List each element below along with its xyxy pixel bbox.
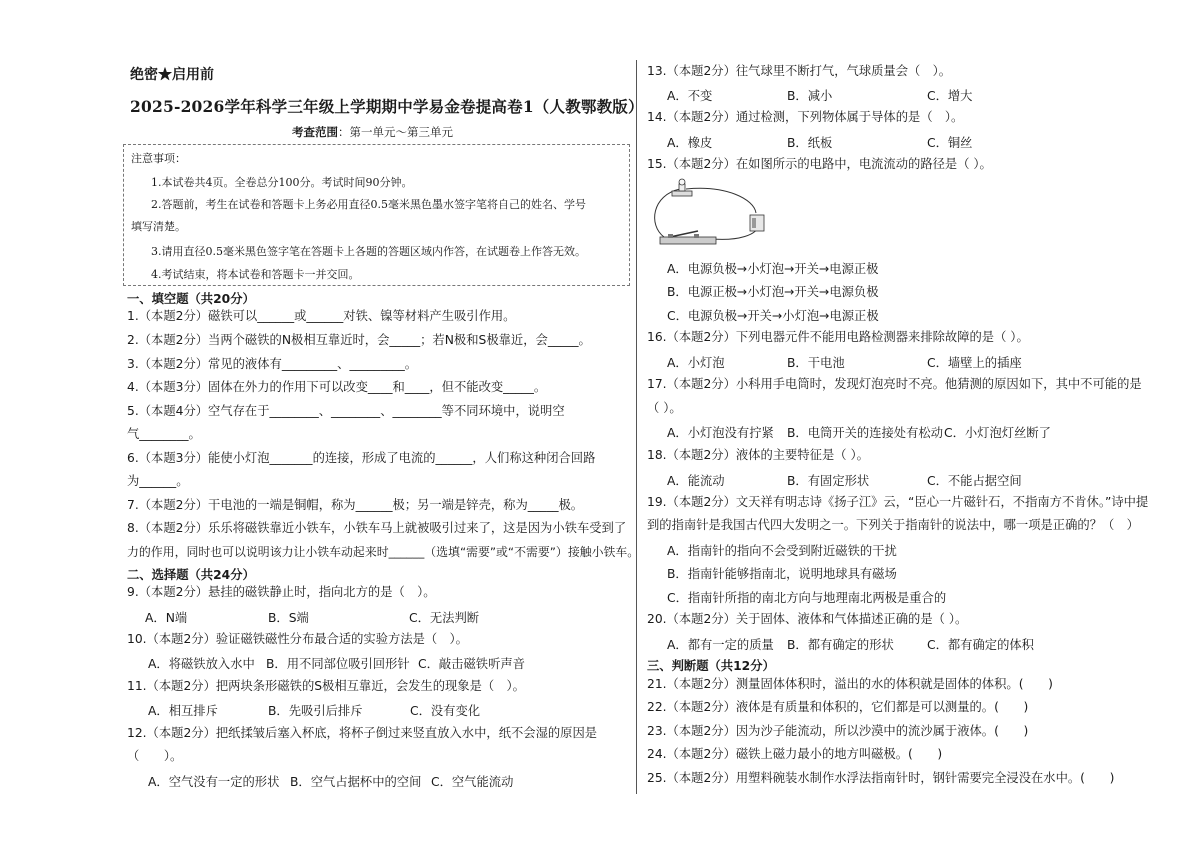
option-c: C．墙壁上的插座 (927, 356, 1022, 370)
switch (660, 231, 716, 244)
option-a: A．橡皮 (667, 136, 713, 150)
option-a: A．都有一定的质量 (667, 638, 774, 652)
notice-item: 1.本试卷共4页。全卷总分100分。考试时间90分钟。 (151, 176, 413, 189)
notice-item: 2.答题前，考生在试卷和答题卡上务必用直径0.5毫米黑色墨水签字笔将自己的姓名、学号 (151, 198, 586, 211)
question-q16: 16.（本题2分）下列电器元件不能用电路检测器来排除故障的是（ ）。 (647, 330, 1029, 344)
question-q7: 7.（本题2分）干电池的一端是铜帽，称为______极；另一端是锌壳，称为_____极。 (127, 498, 584, 512)
question-q6-cont: 为______。 (127, 474, 189, 488)
option-c: C．没有变化 (410, 704, 481, 718)
notice-item: 4.考试结束，将本试卷和答题卡一并交回。 (151, 268, 360, 281)
option-b: B．电筒开关的连接处有松动 (787, 426, 943, 440)
question-q17-cont: （ ）。 (647, 401, 682, 415)
section-heading: 三、判断题（共12分） (647, 659, 775, 673)
option-a: A．能流动 (667, 474, 725, 488)
option-a: A．小灯泡没有拧紧 (667, 426, 774, 440)
question-q25: 25.（本题2分）用塑料碗装水制作水浮法指南针时，钢针需要完全浸没在水中。( ) (647, 771, 1115, 785)
circuit-diagram (646, 177, 770, 251)
question-q8-cont: 力的作用，同时也可以说明该力让小铁车动起来时______（选填“需要”或“不需要”）接触小铁车。 (127, 545, 640, 559)
scope-label: 考查范围 (292, 125, 338, 139)
option-b: B．先吸引后排斥 (268, 704, 363, 718)
option-a: A．不变 (667, 89, 713, 103)
exam-title: 2025-2026学年科学三年级上学期期中学易金卷提高卷1（人教鄂教版） (130, 97, 644, 116)
notice-box (123, 144, 630, 286)
question-q24: 24.（本题2分）磁铁上磁力最小的地方叫磁极。( ) (647, 747, 943, 761)
option-a: A．电源负极→小灯泡→开关→电源正极 (667, 262, 879, 276)
option-c: C．空气能流动 (431, 775, 514, 789)
option-b: B．空气占据杯中的空间 (290, 775, 422, 789)
option-c: C．指南针所指的南北方向与地理南北两极是重合的 (667, 591, 947, 605)
option-a: A．空气没有一定的形状 (148, 775, 280, 789)
question-q13: 13.（本题2分）往气球里不断打气，气球质量会（ ）。 (647, 64, 952, 78)
notice-item: 3.请用直径0.5毫米黑色签字笔在答题卡上各题的答题区域内作答，在试题卷上作答无效。 (151, 245, 586, 258)
secret-label: 绝密★启用前 (130, 67, 214, 83)
battery (750, 215, 764, 231)
notice-item: 填写清楚。 (131, 220, 186, 233)
question-q21: 21.（本题2分）测量固体体积时，溢出的水的体积就是固体的体积。( ) (647, 677, 1053, 691)
option-c: C．增大 (927, 89, 973, 103)
scope-value: ：第一单元～第三单元 (338, 125, 453, 139)
question-q15: 15.（本题2分）在如图所示的电路中，电流流动的路径是（ ）。 (647, 157, 992, 171)
option-b: B．用不同部位吸引回形针 (266, 657, 410, 671)
option-a: A．指南针的指向不会受到附近磁铁的干扰 (667, 544, 897, 558)
option-a: A．相互排斥 (148, 704, 218, 718)
question-q5-cont: 气________。 (127, 427, 201, 441)
circuit-wire (686, 188, 756, 213)
bulb-holder (672, 179, 692, 196)
question-q6: 6.（本题3分）能使小灯泡_______的连接，形成了电流的______，人们称这种闭合回路 (127, 451, 596, 465)
option-c: C．敲击磁铁听声音 (418, 657, 525, 671)
option-c: C．电源负极→开关→小灯泡→电源正极 (667, 309, 879, 323)
option-c: C．无法判断 (409, 611, 480, 625)
question-q19-cont: 到的指南针是我国古代四大发明之一。下列关于指南针的说法中，哪一项是正确的？（ ） (647, 518, 1139, 532)
option-b: B．S端 (268, 611, 309, 625)
option-b: B．干电池 (787, 356, 845, 370)
question-q8: 8.（本题2分）乐乐将磁铁靠近小铁车，小铁车马上就被吸引过来了，这是因为小铁车受到了 (127, 521, 627, 535)
option-b: B．有固定形状 (787, 474, 870, 488)
question-q20: 20.（本题2分）关于固体、液体和气体描述正确的是（ ）。 (647, 612, 968, 626)
option-b: B．减小 (787, 89, 833, 103)
option-c: C．不能占据空间 (927, 474, 1022, 488)
option-b: B．都有确定的形状 (787, 638, 894, 652)
question-q22: 22.（本题2分）液体是有质量和体积的，它们都是可以测量的。( ) (647, 700, 1029, 714)
question-q23: 23.（本题2分）因为沙子能流动，所以沙漠中的流沙属于液体。( ) (647, 724, 1029, 738)
section-heading: 一、填空题（共20分） (127, 292, 255, 306)
question-q2: 2.（本题2分）当两个磁铁的N极相互靠近时，会_____；若N极和S极靠近，会_____。 (127, 333, 591, 347)
question-q12: 12.（本题2分）把纸揉皱后塞入杯底，将杯子倒过来竖直放入水中，纸不会湿的原因是 (127, 726, 598, 740)
question-q1: 1.（本题2分）磁铁可以______或______对铁、镍等材料产生吸引作用。 (127, 309, 516, 323)
option-a: A．将磁铁放入水中 (148, 657, 255, 671)
question-q17: 17.（本题2分）小科用手电筒时，发现灯泡亮时不亮。他猜测的原因如下，其中不可能的是 (647, 377, 1142, 391)
option-a: A．小灯泡 (667, 356, 725, 370)
question-q11: 11.（本题2分）把两块条形磁铁的S极相互靠近，会发生的现象是（ ）。 (127, 679, 525, 693)
option-b: B．电源正极→小灯泡→开关→电源负极 (667, 285, 879, 299)
question-q18: 18.（本题2分）液体的主要特征是（ ）。 (647, 448, 869, 462)
question-q14: 14.（本题2分）通过检测，下列物体属于导体的是（ ）。 (647, 110, 964, 124)
section-heading: 二、选择题（共24分） (127, 568, 255, 582)
exam-scope (292, 124, 453, 140)
question-q10: 10.（本题2分）验证磁铁磁性分布最合适的实验方法是（ ）。 (127, 632, 468, 646)
option-b: B．纸板 (787, 136, 833, 150)
question-q3: 3.（本题2分）常见的液体有_________、_________。 (127, 357, 418, 371)
question-q19: 19.（本题2分）文天祥有明志诗《扬子江》云，“臣心一片磁针石，不指南方不肯休。”诗中提 (647, 495, 1149, 509)
notice-heading: 注意事项： (131, 152, 186, 165)
question-q4: 4.（本题3分）固体在外力的作用下可以改变____和____，但不能改变_____。 (127, 380, 547, 394)
option-c: C．小灯泡灯丝断了 (944, 426, 1051, 440)
question-q5: 5.（本题4分）空气存在于________、________、________等不同环境中，说明空 (127, 404, 565, 418)
question-q12-cont: （ ）。 (127, 749, 183, 763)
option-a: A．N端 (145, 611, 188, 625)
question-q9: 9.（本题2分）悬挂的磁铁静止时，指向北方的是（ ）。 (127, 585, 436, 599)
option-c: C．都有确定的体积 (927, 638, 1034, 652)
option-c: C．铜丝 (927, 136, 973, 150)
option-b: B．指南针能够指南北，说明地球具有磁场 (667, 567, 897, 581)
column-divider (636, 60, 637, 794)
